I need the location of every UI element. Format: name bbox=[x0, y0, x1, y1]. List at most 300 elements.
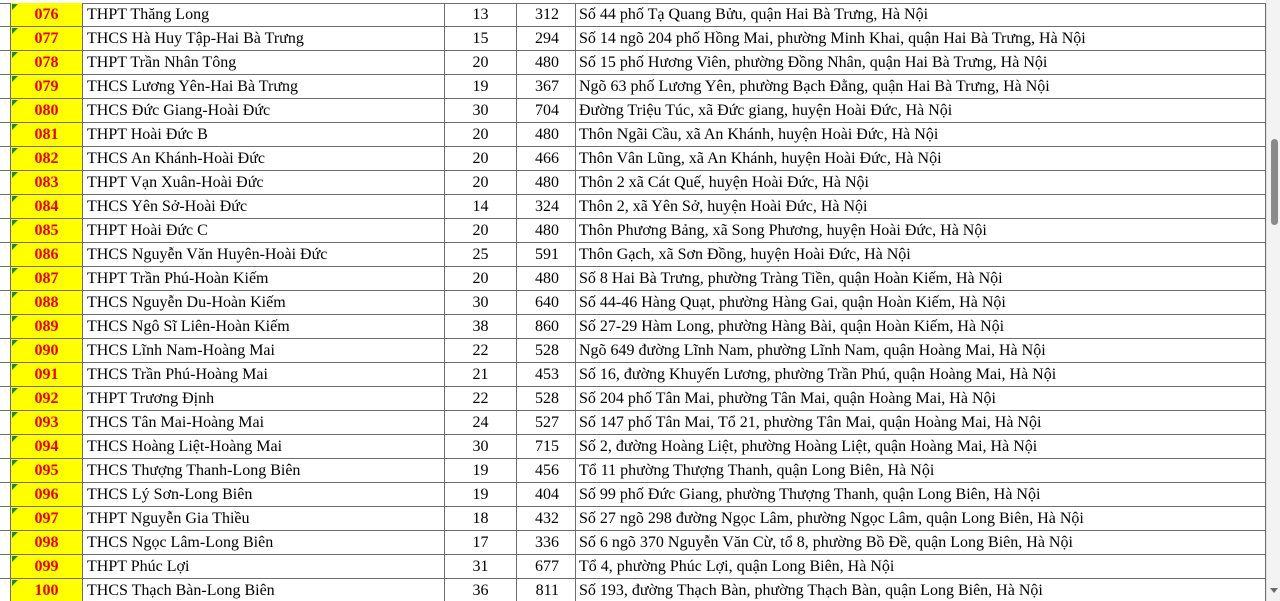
class-count-cell[interactable] bbox=[445, 267, 517, 290]
stt-cell[interactable] bbox=[10, 507, 83, 530]
student-count-cell[interactable] bbox=[517, 171, 576, 194]
school-name-cell[interactable] bbox=[83, 51, 445, 74]
address-cell[interactable] bbox=[576, 123, 1266, 146]
green-triangle-marker-icon bbox=[12, 364, 18, 370]
chevron-down-icon[interactable] bbox=[1270, 588, 1278, 593]
student-count-cell[interactable] bbox=[517, 51, 576, 74]
stt-cell[interactable] bbox=[10, 3, 83, 26]
address-cell[interactable] bbox=[576, 3, 1266, 26]
green-triangle-marker-icon bbox=[12, 172, 18, 178]
student-count-cell[interactable] bbox=[517, 219, 576, 242]
stt-cell-text: 099 bbox=[34, 558, 59, 575]
school-name-cell-text: THCS Lý Sơn-Long Biên bbox=[87, 486, 253, 503]
stt-cell-text: 094 bbox=[34, 438, 59, 455]
address-cell[interactable] bbox=[576, 75, 1266, 98]
address-cell[interactable] bbox=[576, 27, 1266, 50]
school-name-cell-text: THCS Nguyễn Du-Hoàn Kiếm bbox=[87, 294, 286, 311]
stt-cell[interactable] bbox=[10, 339, 83, 362]
stt-cell-text: 089 bbox=[34, 318, 59, 335]
student-count-cell-text: 432 bbox=[535, 510, 559, 527]
address-cell-text: Số 14 ngõ 204 phố Hồng Mai, phường Minh Khai, quận Hai Bà Trưng, Hà Nội bbox=[579, 30, 1086, 47]
green-triangle-marker-icon bbox=[12, 508, 18, 514]
class-count-cell[interactable] bbox=[445, 51, 517, 74]
class-count-cell-text: 18 bbox=[472, 510, 489, 527]
stt-cell[interactable] bbox=[10, 195, 83, 218]
table-row bbox=[0, 219, 1266, 243]
table-row bbox=[0, 411, 1266, 435]
vertical-scrollbar[interactable] bbox=[1266, 0, 1280, 601]
address-cell-text: Thôn Phương Bảng, xã Song Phương, huyện Hoài Đức, Hà Nội bbox=[579, 222, 987, 239]
school-name-cell-text: THCS Yên Sở-Hoài Đức bbox=[87, 198, 248, 215]
class-count-cell[interactable] bbox=[445, 555, 517, 578]
address-cell[interactable] bbox=[576, 147, 1266, 170]
table-row bbox=[0, 555, 1266, 579]
student-count-cell-text: 312 bbox=[535, 6, 559, 23]
student-count-cell[interactable] bbox=[517, 147, 576, 170]
address-cell[interactable] bbox=[576, 531, 1266, 554]
class-count-cell[interactable] bbox=[445, 315, 517, 338]
student-count-cell-text: 480 bbox=[535, 270, 559, 287]
table-row bbox=[0, 171, 1266, 195]
class-count-cell[interactable] bbox=[445, 171, 517, 194]
green-triangle-marker-icon bbox=[12, 196, 18, 202]
green-triangle-marker-icon bbox=[12, 340, 18, 346]
stt-cell[interactable] bbox=[10, 387, 83, 410]
stt-cell-text: 100 bbox=[34, 582, 59, 599]
stt-cell[interactable] bbox=[10, 411, 83, 434]
address-cell-text: Số 8 Hai Bà Trưng, phường Tràng Tiền, quận Hoàn Kiếm, Hà Nội bbox=[579, 270, 1003, 287]
school-name-cell-text: THCS Hoàng Liệt-Hoàng Mai bbox=[87, 438, 283, 455]
class-count-cell[interactable] bbox=[445, 291, 517, 314]
class-count-cell[interactable] bbox=[445, 3, 517, 26]
student-count-cell-text: 527 bbox=[535, 414, 559, 431]
stt-cell-text: 082 bbox=[34, 150, 59, 167]
address-cell[interactable] bbox=[576, 507, 1266, 530]
address-cell[interactable] bbox=[576, 267, 1266, 290]
stt-cell-text: 096 bbox=[34, 486, 59, 503]
stt-cell[interactable] bbox=[10, 435, 83, 458]
stt-cell[interactable] bbox=[10, 171, 83, 194]
student-count-cell-text: 324 bbox=[535, 198, 559, 215]
stt-cell-text: 083 bbox=[34, 174, 59, 191]
class-count-cell-text: 30 bbox=[472, 102, 489, 119]
school-name-cell[interactable] bbox=[83, 363, 445, 386]
student-count-cell-text: 466 bbox=[535, 150, 559, 167]
class-count-cell[interactable] bbox=[445, 147, 517, 170]
class-count-cell-text: 20 bbox=[472, 222, 489, 239]
stt-cell-text: 079 bbox=[34, 78, 59, 95]
stt-cell-text: 085 bbox=[34, 222, 59, 239]
class-count-cell-text: 20 bbox=[472, 126, 489, 143]
stt-cell[interactable] bbox=[10, 459, 83, 482]
school-name-cell-text: THPT Trần Phú-Hoàn Kiếm bbox=[87, 270, 269, 287]
school-name-cell-text: THPT Trương Định bbox=[87, 390, 215, 407]
table-row bbox=[0, 579, 1266, 601]
class-count-cell[interactable] bbox=[445, 99, 517, 122]
table-row bbox=[0, 243, 1266, 267]
class-count-cell[interactable] bbox=[445, 579, 517, 601]
school-name-cell[interactable] bbox=[83, 435, 445, 458]
green-triangle-marker-icon bbox=[12, 100, 18, 106]
stt-cell-text: 087 bbox=[34, 270, 59, 287]
address-cell-text: Số 2, đường Hoàng Liệt, phường Hoàng Liệt, quận Hoàng Mai, Hà Nội bbox=[579, 438, 1038, 455]
school-name-cell-text: THCS Tân Mai-Hoàng Mai bbox=[87, 414, 265, 431]
school-name-cell[interactable] bbox=[83, 99, 445, 122]
address-cell-text: Số 27-29 Hàm Long, phường Hàng Bài, quận Hoàn Kiếm, Hà Nội bbox=[579, 318, 1005, 335]
school-name-cell[interactable] bbox=[83, 315, 445, 338]
stt-cell[interactable] bbox=[10, 579, 83, 601]
table-row bbox=[0, 99, 1266, 123]
address-cell-text: Thôn 2, xã Yên Sở, huyện Hoài Đức, Hà Nội bbox=[579, 198, 868, 215]
class-count-cell-text: 19 bbox=[472, 486, 489, 503]
school-name-cell-text: THCS Ngô Sĩ Liên-Hoàn Kiếm bbox=[87, 318, 290, 335]
address-cell-text: Đường Triệu Túc, xã Đức giang, huyện Hoài Đức, Hà Nội bbox=[579, 102, 953, 119]
class-count-cell[interactable] bbox=[445, 27, 517, 50]
table-row bbox=[0, 507, 1266, 531]
stt-cell[interactable] bbox=[10, 291, 83, 314]
school-name-cell-text: THPT Phúc Lợi bbox=[87, 558, 190, 575]
address-cell-text: Tổ 11 phường Thượng Thanh, quận Long Biên, Hà Nội bbox=[579, 462, 935, 479]
address-cell-text: Tổ 4, phường Phúc Lợi, quận Long Biên, Hà Nội bbox=[579, 558, 895, 575]
student-count-cell[interactable] bbox=[517, 267, 576, 290]
address-cell[interactable] bbox=[576, 339, 1266, 362]
student-count-cell[interactable] bbox=[517, 123, 576, 146]
school-name-cell-text: THCS Hà Huy Tập-Hai Bà Trưng bbox=[87, 30, 304, 47]
class-count-cell-text: 17 bbox=[472, 534, 489, 551]
student-count-cell-text: 704 bbox=[535, 102, 559, 119]
class-count-cell[interactable] bbox=[445, 435, 517, 458]
table-row bbox=[0, 195, 1266, 219]
address-cell[interactable] bbox=[576, 291, 1266, 314]
student-count-cell-text: 404 bbox=[535, 486, 559, 503]
student-count-cell[interactable] bbox=[517, 291, 576, 314]
address-cell[interactable] bbox=[576, 555, 1266, 578]
student-count-cell[interactable] bbox=[517, 75, 576, 98]
address-cell[interactable] bbox=[576, 243, 1266, 266]
green-triangle-marker-icon bbox=[12, 28, 18, 34]
green-triangle-marker-icon bbox=[12, 484, 18, 490]
stt-cell-text: 098 bbox=[34, 534, 59, 551]
stt-cell-text: 091 bbox=[34, 366, 59, 383]
student-count-cell[interactable] bbox=[517, 195, 576, 218]
stt-cell[interactable] bbox=[10, 363, 83, 386]
student-count-cell[interactable] bbox=[517, 507, 576, 530]
class-count-cell-text: 30 bbox=[472, 294, 489, 311]
class-count-cell-text: 15 bbox=[472, 30, 489, 47]
address-cell[interactable] bbox=[576, 99, 1266, 122]
stt-cell[interactable] bbox=[10, 27, 83, 50]
student-count-cell-text: 480 bbox=[535, 54, 559, 71]
stt-cell[interactable] bbox=[10, 555, 83, 578]
table-row bbox=[0, 75, 1266, 99]
green-triangle-marker-icon bbox=[12, 436, 18, 442]
student-count-cell[interactable] bbox=[517, 27, 576, 50]
stt-cell-text: 092 bbox=[34, 390, 59, 407]
class-count-cell-text: 30 bbox=[472, 438, 489, 455]
school-name-cell-text: THCS Trần Phú-Hoàng Mai bbox=[87, 366, 268, 383]
stt-cell-text: 086 bbox=[34, 246, 59, 263]
address-cell[interactable] bbox=[576, 363, 1266, 386]
green-triangle-marker-icon bbox=[12, 4, 18, 10]
class-count-cell-text: 20 bbox=[472, 54, 489, 71]
table-row bbox=[0, 483, 1266, 507]
school-name-cell-text: THCS Lĩnh Nam-Hoàng Mai bbox=[87, 342, 275, 359]
class-count-cell[interactable] bbox=[445, 339, 517, 362]
school-name-cell[interactable] bbox=[83, 3, 445, 26]
address-cell[interactable] bbox=[576, 315, 1266, 338]
school-name-cell[interactable] bbox=[83, 195, 445, 218]
address-cell[interactable] bbox=[576, 171, 1266, 194]
stt-cell-text: 081 bbox=[34, 126, 59, 143]
class-count-cell-text: 13 bbox=[472, 6, 489, 23]
address-cell-text: Số 44-46 Hàng Quạt, phường Hàng Gai, quận Hoàn Kiếm, Hà Nội bbox=[579, 294, 1006, 311]
green-triangle-marker-icon bbox=[12, 268, 18, 274]
student-count-cell[interactable] bbox=[517, 387, 576, 410]
student-count-cell[interactable] bbox=[517, 315, 576, 338]
address-cell-text: Ngõ 649 đường Lĩnh Nam, phường Lĩnh Nam, quận Hoàng Mai, Hà Nội bbox=[579, 342, 1046, 359]
school-name-cell-text: THPT Hoài Đức C bbox=[87, 222, 208, 239]
table-row bbox=[0, 123, 1266, 147]
student-count-cell-text: 294 bbox=[535, 30, 559, 47]
school-name-cell[interactable] bbox=[83, 267, 445, 290]
student-count-cell[interactable] bbox=[517, 531, 576, 554]
stt-cell-text: 084 bbox=[34, 198, 59, 215]
class-count-cell-text: 20 bbox=[472, 150, 489, 167]
stt-cell[interactable] bbox=[10, 315, 83, 338]
student-count-cell[interactable] bbox=[517, 579, 576, 601]
school-name-cell-text: THCS Đức Giang-Hoài Đức bbox=[87, 102, 271, 119]
stt-cell[interactable] bbox=[10, 531, 83, 554]
student-count-cell-text: 480 bbox=[535, 126, 559, 143]
stt-cell-text: 093 bbox=[34, 414, 59, 431]
stt-cell[interactable] bbox=[10, 123, 83, 146]
school-name-cell[interactable] bbox=[83, 531, 445, 554]
school-name-cell[interactable] bbox=[83, 411, 445, 434]
class-count-cell[interactable] bbox=[445, 483, 517, 506]
address-cell-text: Số 204 phố Tân Mai, phường Tân Mai, quận Hoàng Mai, Hà Nội bbox=[579, 390, 996, 407]
student-count-cell-text: 591 bbox=[535, 246, 559, 263]
green-triangle-marker-icon bbox=[12, 460, 18, 466]
green-triangle-marker-icon bbox=[12, 388, 18, 394]
school-name-cell-text: THCS Ngọc Lâm-Long Biên bbox=[87, 534, 274, 551]
school-name-cell-text: THCS Nguyễn Văn Huyên-Hoài Đức bbox=[87, 246, 328, 263]
green-triangle-marker-icon bbox=[12, 412, 18, 418]
school-name-cell-text: THCS An Khánh-Hoài Đức bbox=[87, 150, 265, 167]
school-name-cell-text: THPT Nguyễn Gia Thiều bbox=[87, 510, 250, 527]
green-triangle-marker-icon bbox=[12, 148, 18, 154]
class-count-cell[interactable] bbox=[445, 363, 517, 386]
scrollbar-thumb[interactable] bbox=[1271, 139, 1278, 225]
student-count-cell[interactable] bbox=[517, 483, 576, 506]
table-row bbox=[0, 147, 1266, 171]
school-name-cell[interactable] bbox=[83, 147, 445, 170]
school-name-cell[interactable] bbox=[83, 339, 445, 362]
address-cell[interactable] bbox=[576, 219, 1266, 242]
student-count-cell-text: 480 bbox=[535, 222, 559, 239]
address-cell[interactable] bbox=[576, 195, 1266, 218]
address-cell[interactable] bbox=[576, 459, 1266, 482]
school-name-cell[interactable] bbox=[83, 579, 445, 601]
student-count-cell[interactable] bbox=[517, 435, 576, 458]
student-count-cell-text: 811 bbox=[535, 582, 559, 599]
class-count-cell-text: 31 bbox=[472, 558, 489, 575]
class-count-cell[interactable] bbox=[445, 531, 517, 554]
table-row bbox=[0, 531, 1266, 555]
stt-cell[interactable] bbox=[10, 99, 83, 122]
stt-cell-text: 080 bbox=[34, 102, 59, 119]
school-name-cell-text: THCS Lương Yên-Hai Bà Trưng bbox=[87, 78, 298, 95]
address-cell[interactable] bbox=[576, 483, 1266, 506]
stt-cell-text: 088 bbox=[34, 294, 59, 311]
stt-cell[interactable] bbox=[10, 75, 83, 98]
school-name-cell-text: THPT Thăng Long bbox=[87, 6, 210, 23]
school-name-cell[interactable] bbox=[83, 219, 445, 242]
student-count-cell[interactable] bbox=[517, 3, 576, 26]
student-count-cell-text: 860 bbox=[535, 318, 559, 335]
table-row bbox=[0, 435, 1266, 459]
stt-cell[interactable] bbox=[10, 51, 83, 74]
class-count-cell-text: 22 bbox=[472, 342, 489, 359]
student-count-cell-text: 453 bbox=[535, 366, 559, 383]
table-row bbox=[0, 51, 1266, 75]
stt-cell-text: 077 bbox=[34, 30, 59, 47]
student-count-cell[interactable] bbox=[517, 555, 576, 578]
student-count-cell[interactable] bbox=[517, 411, 576, 434]
green-triangle-marker-icon bbox=[12, 52, 18, 58]
class-count-cell-text: 36 bbox=[472, 582, 489, 599]
table-row bbox=[0, 267, 1266, 291]
student-count-cell-text: 367 bbox=[535, 78, 559, 95]
stt-cell[interactable] bbox=[10, 219, 83, 242]
student-count-cell-text: 640 bbox=[535, 294, 559, 311]
table-row bbox=[0, 315, 1266, 339]
class-count-cell[interactable] bbox=[445, 75, 517, 98]
school-name-cell-text: THPT Vạn Xuân-Hoài Đức bbox=[87, 174, 264, 191]
address-cell[interactable] bbox=[576, 579, 1266, 601]
school-name-cell-text: THCS Thượng Thanh-Long Biên bbox=[87, 462, 301, 479]
school-name-cell[interactable] bbox=[83, 483, 445, 506]
class-count-cell[interactable] bbox=[445, 411, 517, 434]
address-cell-text: Số 15 phố Hương Viên, phường Đồng Nhân, quận Hai Bà Trưng, Hà Nội bbox=[579, 54, 1048, 71]
stt-cell-text: 090 bbox=[34, 342, 59, 359]
school-name-cell[interactable] bbox=[83, 171, 445, 194]
table-row bbox=[0, 291, 1266, 315]
school-name-cell[interactable] bbox=[83, 507, 445, 530]
address-cell-text: Số 99 phố Đức Giang, phường Thượng Thanh, quận Long Biên, Hà Nội bbox=[579, 486, 1041, 503]
school-name-cell[interactable] bbox=[83, 123, 445, 146]
green-triangle-marker-icon bbox=[12, 316, 18, 322]
green-triangle-marker-icon bbox=[12, 220, 18, 226]
class-count-cell[interactable] bbox=[445, 459, 517, 482]
stt-cell-text: 076 bbox=[34, 6, 59, 23]
address-cell[interactable] bbox=[576, 435, 1266, 458]
green-triangle-marker-icon bbox=[12, 124, 18, 130]
class-count-cell-text: 21 bbox=[472, 366, 489, 383]
student-count-cell[interactable] bbox=[517, 99, 576, 122]
class-count-cell-text: 38 bbox=[472, 318, 489, 335]
student-count-cell[interactable] bbox=[517, 243, 576, 266]
address-cell-text: Ngõ 63 phố Lương Yên, phường Bạch Đằng, quận Hai Bà Trưng, Hà Nội bbox=[579, 78, 1050, 95]
table-row bbox=[0, 363, 1266, 387]
green-triangle-marker-icon bbox=[12, 580, 18, 586]
stt-cell[interactable] bbox=[10, 483, 83, 506]
student-count-cell-text: 528 bbox=[535, 390, 559, 407]
student-count-cell[interactable] bbox=[517, 459, 576, 482]
school-name-cell[interactable] bbox=[83, 387, 445, 410]
green-triangle-marker-icon bbox=[12, 244, 18, 250]
address-cell-text: Thôn Vân Lũng, xã An Khánh, huyện Hoài Đức, Hà Nội bbox=[579, 150, 942, 167]
class-count-cell[interactable] bbox=[445, 123, 517, 146]
student-count-cell-text: 715 bbox=[535, 438, 559, 455]
class-count-cell-text: 25 bbox=[472, 246, 489, 263]
address-cell-text: Số 6 ngõ 370 Nguyễn Văn Cừ, tổ 8, phường Bồ Đề, quận Long Biên, Hà Nội bbox=[579, 534, 1073, 551]
school-name-cell-text: THCS Thạch Bàn-Long Biên bbox=[87, 582, 275, 599]
student-count-cell-text: 336 bbox=[535, 534, 559, 551]
address-cell[interactable] bbox=[576, 411, 1266, 434]
school-name-cell-text: THPT Hoài Đức B bbox=[87, 126, 208, 143]
class-count-cell-text: 22 bbox=[472, 390, 489, 407]
table-row bbox=[0, 387, 1266, 411]
address-cell-text: Số 193, đường Thạch Bàn, phường Thạch Bàn, quận Long Biên, Hà Nội bbox=[579, 582, 1043, 599]
class-count-cell[interactable] bbox=[445, 219, 517, 242]
address-cell-text: Số 147 phố Tân Mai, Tổ 21, phường Tân Mai, quận Hoàng Mai, Hà Nội bbox=[579, 414, 1042, 431]
student-count-cell-text: 677 bbox=[535, 558, 559, 575]
class-count-cell-text: 19 bbox=[472, 462, 489, 479]
school-name-cell[interactable] bbox=[83, 75, 445, 98]
address-cell-text: Số 16, đường Khuyến Lương, phường Trần Phú, quận Hoàng Mai, Hà Nội bbox=[579, 366, 1057, 383]
table-row bbox=[0, 3, 1266, 27]
class-count-cell[interactable] bbox=[445, 195, 517, 218]
school-name-cell[interactable] bbox=[83, 459, 445, 482]
class-count-cell[interactable] bbox=[445, 507, 517, 530]
stt-cell-text: 095 bbox=[34, 462, 59, 479]
address-cell-text: Số 27 ngõ 298 đường Ngọc Lâm, phường Ngọc Lâm, quận Long Biên, Hà Nội bbox=[579, 510, 1084, 527]
class-count-cell-text: 24 bbox=[472, 414, 489, 431]
school-name-cell[interactable] bbox=[83, 27, 445, 50]
student-count-cell-text: 456 bbox=[535, 462, 559, 479]
address-cell[interactable] bbox=[576, 387, 1266, 410]
address-cell-text: Số 44 phố Tạ Quang Bửu, quận Hai Bà Trưng, Hà Nội bbox=[579, 6, 929, 23]
student-count-cell-text: 528 bbox=[535, 342, 559, 359]
table-row bbox=[0, 339, 1266, 363]
stt-cell-text: 097 bbox=[34, 510, 59, 527]
green-triangle-marker-icon bbox=[12, 76, 18, 82]
table-row bbox=[0, 27, 1266, 51]
green-triangle-marker-icon bbox=[12, 532, 18, 538]
stt-cell-text: 078 bbox=[34, 54, 59, 71]
class-count-cell[interactable] bbox=[445, 243, 517, 266]
address-cell[interactable] bbox=[576, 51, 1266, 74]
school-name-cell[interactable] bbox=[83, 555, 445, 578]
student-count-cell[interactable] bbox=[517, 363, 576, 386]
address-cell-text: Thôn Ngãi Cầu, xã An Khánh, huyện Hoài Đức, Hà Nội bbox=[579, 126, 939, 143]
school-name-cell[interactable] bbox=[83, 243, 445, 266]
stt-cell[interactable] bbox=[10, 267, 83, 290]
table-row bbox=[0, 459, 1266, 483]
class-count-cell-text: 14 bbox=[472, 198, 489, 215]
class-count-cell[interactable] bbox=[445, 387, 517, 410]
student-count-cell-text: 480 bbox=[535, 174, 559, 191]
stt-cell[interactable] bbox=[10, 243, 83, 266]
class-count-cell-text: 20 bbox=[472, 174, 489, 191]
stt-cell[interactable] bbox=[10, 147, 83, 170]
school-name-cell[interactable] bbox=[83, 291, 445, 314]
class-count-cell-text: 20 bbox=[472, 270, 489, 287]
class-count-cell-text: 19 bbox=[472, 78, 489, 95]
green-triangle-marker-icon bbox=[12, 556, 18, 562]
student-count-cell[interactable] bbox=[517, 339, 576, 362]
address-cell-text: Thôn 2 xã Cát Quế, huyện Hoài Đức, Hà Nội bbox=[579, 174, 869, 191]
